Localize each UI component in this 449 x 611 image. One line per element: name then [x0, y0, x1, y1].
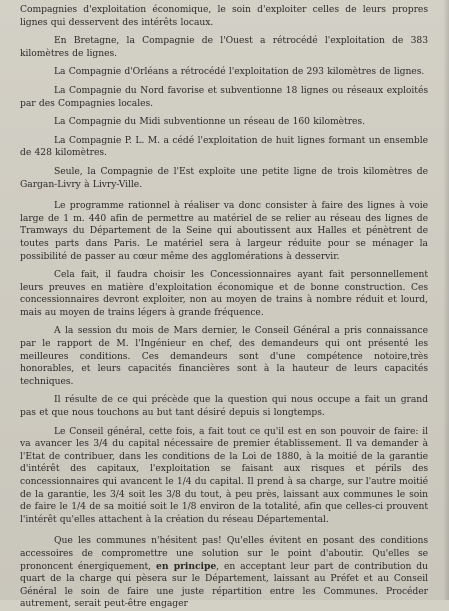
document-page — [20, 4, 428, 610]
paragraph-session: A la session du mois de Mars dernier, le Conseil Général a pris connaissance par le rapport de M. l'Ingénieur en chef, des demandeurs qui ont présenté les meilleures conditions. Ces demandeurs sont d'une compétence notoire,très honorables, et leurs capacités financières sont à la hauteur de leurs capacités techniques. — [20, 325, 428, 387]
paragraph-communes-start: Que les communes n'hésitent pas! Qu'elles évitent en posant des conditions accessoires de compromettre une solution sur le point d'aboutir. Qu'elles se prononcent énergiquement, — [20, 535, 428, 572]
paragraph-midi: La Compagnie du Midi subventionne un réseau de 160 kilomètres. — [54, 116, 365, 128]
paragraph-bretagne: En Bretagne, la Compagnie de l'Ouest a rétrocédé l'exploitation de 383 kilomètres de lignes. — [20, 35, 428, 59]
paragraph-continuation: Compagnies d'exploitation économique, le soin d'exploiter celles de leurs propres lignes qui desservent des intérêts locaux. — [20, 4, 428, 28]
page-edge-shadow — [443, 0, 449, 600]
paragraph-concessionnaires: Cela fait, il faudra choisir les Concessionnaires ayant fait personnellement leurs preuves en matière d'exploitation économique et de bonne construction. Ces concessionnaires devront exploiter, non au moyen de trains à nombre réduit et lourd, mais au moyen de trains légers à grande fréquence. — [20, 269, 428, 318]
paragraph-resulte: Il résulte de ce qui précède que la question qui nous occupe a fait un grand pas et que nous touchons au but tant désiré depuis si longtemps. — [20, 394, 428, 419]
paragraph-est: Seule, la Compagnie de l'Est exploite une petite ligne de trois kilomètres de Gargan-Livry à Livry-Ville. — [20, 165, 428, 190]
paragraph-conseil-general: Le Conseil général, cette fois, a fait tout ce qu'il est en son pouvoir de faire: il va avancer les 3/4 du capital nécessaire de premier établissement. Il va demander à l'Etat de contribuer, dans les conditions de la Loi de 1880, à la moitié de la garantie d'intérêt des capitaux, l'exploitation se faisant aux risques et périls des concessionnaires qui avancent le 1/4 du capital. Il prend à sa charge, sur l'autre moitié de la garantie, les 3/4 soit les 3/8 du tout, à peu près, laissant aux communes le soin de faire le 1/4 de sa moitié soit le 1/8 environ de la totalité, afin que celles-ci prouvent l'intérêt qu'elles attachent à la création du réseau Départemental. — [20, 425, 428, 525]
paragraph-orleans: La Compagnie d'Orléans a rétrocédé l'exploitation de 293 kilomètres de lignes. — [54, 66, 425, 78]
paragraph-programme: Le programme rationnel à réaliser va donc consister à faire des lignes à voie large de 1 m. 440 afin de permettre au matériel de se relier au réseau des lignes de Tramways du Département de la Seine qui aboutissent aux Halles et pénètrent de toutes parts dans Paris. Le matériel sera à largeur réduite pour se ménager la possibilité de passer au cœur même des agglomérations à desservir. — [20, 200, 428, 262]
paragraph-plm: La Compagnie P. L. M. a cédé l'exploitation de huit lignes formant un ensemble de 428 kilomètres. — [20, 134, 428, 159]
paragraph-communes-emphasis: en principe — [156, 560, 217, 572]
paragraph-nord: La Compagnie du Nord favorise et subventionne 18 lignes ou réseaux exploités par des Compagnies locales. — [20, 84, 428, 109]
paragraph-communes-end: , en acceptant leur part de contribution du quart de la charge qui pèsera sur le Département, laissant au Préfet et au Conseil Général le soin de faire une juste répartition entre les Communes. Procéder autrement, serait peut-être engager — [20, 560, 428, 610]
